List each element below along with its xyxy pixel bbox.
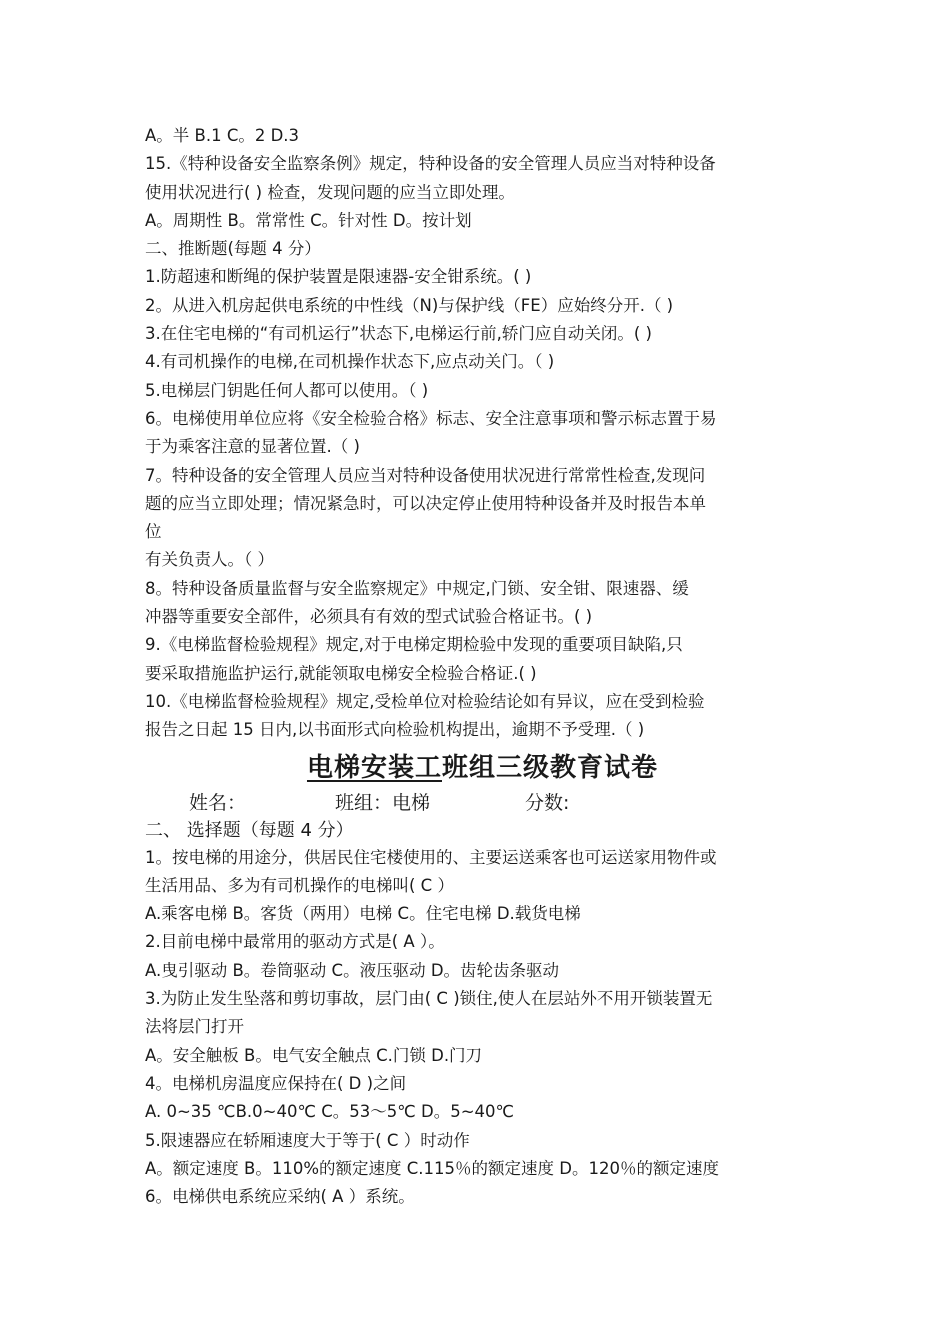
text-line: 10.《电梯监督检验规程》规定,受检单位对检验结论如有异议，应在受到检验 <box>145 691 705 711</box>
exam-title <box>145 748 820 788</box>
text-line: 5.限速器应在轿厢速度大于等于( C ）时动作 <box>145 1130 470 1150</box>
text-line: A。周期性 B。常常性 C。针对性 D。按计划 <box>145 210 472 230</box>
text-line: 于为乘客注意的显著位置.（ ) <box>145 437 360 457</box>
text-line: 1。按电梯的用途分，供居民住宅楼使用的、主要运送乘客也可运送家用物件或 <box>145 847 717 867</box>
section-heading-judgment: 二、推断题(每题 4 分） <box>145 239 321 259</box>
question-block-bottom <box>145 844 820 1212</box>
text-line: 9.《电梯监督检验规程》规定,对于电梯定期检验中发现的重要项目缺陷,只 <box>145 635 683 655</box>
text-line: 2。从进入机房起供电系统的中性线（N)与保护线（FE）应始终分开.（ ) <box>145 295 674 315</box>
text-line: 题的应当立即处理；情况紧急时，可以决定停止使用特种设备并及时报告本单 <box>145 493 706 513</box>
text-line: 要采取措施监护运行,就能领取电梯安全检验合格证.( ) <box>145 663 537 683</box>
text-line: 位 <box>145 522 162 542</box>
text-line: A. 0~35 ℃B.0~40℃ C。53～5℃ D。5~40℃ <box>145 1102 515 1122</box>
text-line: 5.电梯层门钥匙任何人都可以使用。（ ) <box>145 380 429 400</box>
text-line: 6。电梯使用单位应将《安全检验合格》标志、安全注意事项和警示标志置于易 <box>145 408 717 428</box>
document-content <box>145 122 820 1211</box>
text-line: 使用状况进行( ) 检查，发现问题的应当立即处理。 <box>145 182 515 202</box>
name-label: 姓名： <box>189 791 247 814</box>
text-line: 法将层门打开 <box>145 1017 244 1037</box>
text-line: 6。电梯供电系统应采纳( A ）系统。 <box>145 1187 415 1207</box>
text-line: 4。电梯机房温度应保持在( D )之间 <box>145 1073 407 1093</box>
text-line: 2.目前电梯中最常用的驱动方式是( A ）。 <box>145 932 445 952</box>
text-line: 报告之日起 15 日内,以书面形式向检验机构提出，逾期不予受理.（ ) <box>145 720 645 740</box>
section-heading-choice: 二、 选择题（每题 4 分） <box>145 819 354 841</box>
text-line: 4.有司机操作的电梯,在司机操作状态下,应点动关门。（ ) <box>145 352 555 372</box>
text-line: 15.《特种设备安全监察条例》规定，特种设备的安全管理人员应当对特种设备 <box>145 154 716 174</box>
text-line: A。半 B.1 C。2 D.3 <box>145 126 300 145</box>
text-line: 8。特种设备质量监督与安全监察规定》中规定,门锁、安全钳、限速器、缓 <box>145 578 689 598</box>
text-line: 1.防超速和断绳的保护装置是限速器-安全钳系统。( ) <box>145 267 532 287</box>
text-line: 3.在住宅电梯的“有司机运行”状态下,电梯运行前,轿门应自动关闭。( ) <box>145 324 652 344</box>
text-line: A。额定速度 B。110%的额定速度 C.115％的额定速度 D。120％的额定速度 <box>145 1158 719 1178</box>
score-label: 分数: <box>525 791 570 814</box>
text-line: A。安全触板 B。电气安全触点 C.门锁 D.门刀 <box>145 1045 483 1065</box>
exam-title-rest: 班组三级教育试卷 <box>442 752 659 783</box>
exam-info-row <box>145 788 820 818</box>
text-line: 有关负责人。（ ） <box>145 550 274 570</box>
text-line: 冲器等重要安全部件，必须具有有效的型式试验合格证书。( ) <box>145 607 593 627</box>
exam-title-underlined: 电梯安装工 <box>306 752 442 783</box>
group-label: 班组：电梯 <box>335 791 431 814</box>
text-line: A.曳引驱动 B。卷筒驱动 C。液压驱动 D。齿轮齿条驱动 <box>145 960 560 980</box>
question-block-top <box>145 122 820 745</box>
text-line: 3.为防止发生坠落和剪切事故，层门由( C )锁住,使人在层站外不用开锁装置无 <box>145 989 713 1009</box>
text-line: A.乘客电梯 B。客货（两用）电梯 C。住宅电梯 D.载货电梯 <box>145 904 581 924</box>
text-line: 生活用品、多为有司机操作的电梯叫( C ） <box>145 875 454 895</box>
text-line: 7。特种设备的安全管理人员应当对特种设备使用状况进行常常性检查,发现问 <box>145 465 706 485</box>
